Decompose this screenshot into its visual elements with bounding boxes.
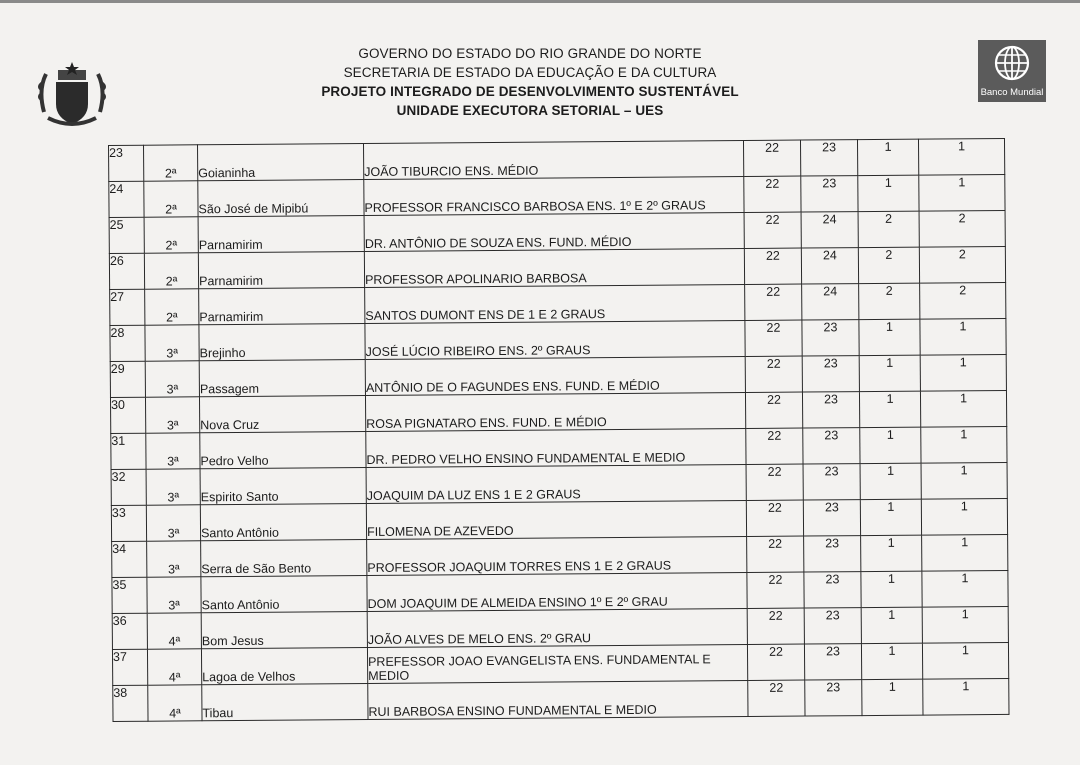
value-2: 23 [804,572,861,608]
value-4: 2 [919,210,1005,247]
school-name: ROSA PIGNATARO ENS. FUND. E MÉDIO [365,393,745,432]
row-number: 38 [113,685,148,721]
header-secretariat: SECRETARIA DE ESTADO DA EDUCAÇÃO E DA CULTURA [343,65,717,80]
regional: 4ª [147,649,201,685]
row-number: 28 [110,325,145,361]
value-3: 1 [859,355,920,391]
municipality: Parnamirim [198,251,364,288]
school-name: PROFESSOR APOLINARIO BARBOSA [364,249,744,288]
value-4: 1 [919,174,1005,211]
value-2: 23 [803,428,860,464]
municipality: Santo Antônio [200,503,366,540]
school-name: JOSÉ LÚCIO RIBEIRO ENS. 2º GRAUS [365,321,745,360]
row-number: 37 [112,649,147,685]
regional: 2ª [144,253,198,289]
value-2: 23 [804,608,861,644]
value-2: 23 [802,320,859,356]
value-2: 23 [802,392,859,428]
school-name: DOM JOAQUIM DE ALMEIDA ENSINO 1º E 2º GRAU [367,572,747,611]
document-header [250,44,810,120]
value-3: 1 [861,571,922,607]
value-3: 1 [860,499,921,535]
regional: 4ª [147,613,201,649]
row-number: 26 [109,253,144,289]
regional: 3ª [147,577,201,613]
regional: 3ª [146,433,200,469]
value-3: 2 [858,211,919,247]
regional: 3ª [146,505,200,541]
value-3: 1 [859,391,920,427]
value-3: 1 [860,463,921,499]
value-1: 22 [746,464,803,500]
value-2: 23 [804,644,861,680]
value-1: 22 [747,572,804,608]
school-name: DR. ANTÔNIO DE SOUZA ENS. FUND. MÉDIO [364,213,744,252]
value-4: 1 [920,354,1006,391]
value-3: 1 [862,679,923,715]
value-3: 1 [861,643,922,679]
value-1: 22 [745,392,802,428]
value-4: 1 [920,318,1006,355]
value-1: 22 [747,644,804,680]
row-number: 27 [110,289,145,325]
school-name: JOÃO ALVES DE MELO ENS. 2º GRAU [367,608,747,647]
value-1: 22 [744,212,801,248]
state-coat-of-arms-icon [36,60,108,128]
value-1: 22 [745,284,802,320]
municipality: Brejinho [199,323,365,360]
schools-table [108,138,1010,722]
value-4: 1 [921,426,1007,463]
value-3: 1 [858,175,919,211]
table-row [113,678,1009,721]
value-1: 22 [747,536,804,572]
value-4: 1 [922,606,1008,643]
regional: 2ª [144,145,198,181]
value-3: 2 [859,283,920,319]
school-name: FILOMENA DE AZEVEDO [366,500,746,539]
regional: 2ª [144,217,198,253]
value-2: 23 [803,464,860,500]
municipality: Lagoa de Velhos [201,647,367,684]
value-2: 24 [801,212,858,248]
municipality: Passagem [199,359,365,396]
value-3: 1 [861,535,922,571]
municipality: Parnamirim [198,215,364,252]
value-3: 1 [859,319,920,355]
municipality: Espirito Santo [200,467,366,504]
header-unit: UNIDADE EXECUTORA SETORIAL – UES [396,103,664,118]
row-number: 25 [109,217,144,253]
value-3: 1 [860,427,921,463]
school-name: DR. PEDRO VELHO ENSINO FUNDAMENTAL E MEDIO [366,428,746,467]
value-4: 1 [921,462,1007,499]
school-name: PROFESSOR FRANCISCO BARBOSA ENS. 1º E 2º GRAUS [364,177,744,216]
row-number: 36 [112,613,147,649]
value-2: 23 [803,500,860,536]
regional: 3ª [147,541,201,577]
bank-label: Banco Mundial [980,87,1044,98]
value-3: 1 [861,607,922,643]
value-1: 22 [746,428,803,464]
value-4: 1 [920,390,1006,427]
value-4: 1 [923,678,1009,715]
row-number: 34 [112,541,147,577]
value-4: 1 [921,498,1007,535]
value-4: 2 [919,246,1005,283]
school-name: ANTÔNIO DE O FAGUNDES ENS. FUND. E MÉDIO [365,357,745,396]
regional: 3ª [145,325,199,361]
value-4: 1 [922,570,1008,607]
municipality: Nova Cruz [199,395,365,432]
school-name: SANTOS DUMONT ENS DE 1 E 2 GRAUS [365,285,745,324]
globe-icon [993,44,1031,82]
row-number: 31 [111,433,146,469]
regional: 2ª [145,289,199,325]
value-1: 22 [743,140,800,176]
header-project: PROJETO INTEGRADO DE DESENVOLVIMENTO SUSTENTÁVEL [321,84,739,99]
regional: 3ª [145,397,199,433]
value-1: 22 [747,608,804,644]
value-2: 24 [801,248,858,284]
value-2: 24 [802,284,859,320]
value-4: 1 [922,534,1008,571]
value-1: 22 [744,248,801,284]
value-1: 22 [745,320,802,356]
value-2: 23 [800,140,857,176]
value-4: 1 [922,642,1008,679]
municipality: São José de Mipibú [198,179,364,216]
value-3: 1 [857,139,918,175]
row-number: 33 [111,505,146,541]
value-4: 1 [918,138,1004,175]
school-name: JOAQUIM DA LUZ ENS 1 E 2 GRAUS [366,464,746,503]
value-1: 22 [744,176,801,212]
school-name: RUI BARBOSA ENSINO FUNDAMENTAL E MEDIO [368,680,748,719]
value-4: 2 [920,282,1006,319]
school-name: PREFESSOR JOAO EVANGELISTA ENS. FUNDAMENTAL E MEDIO [367,644,747,683]
municipality: Serra de São Bento [201,539,367,576]
row-number: 32 [111,469,146,505]
regional: 3ª [145,361,199,397]
municipality: Parnamirim [199,287,365,324]
value-2: 23 [805,680,862,716]
value-2: 23 [801,176,858,212]
row-number: 35 [112,577,147,613]
value-1: 22 [746,500,803,536]
value-3: 2 [858,247,919,283]
regional: 3ª [146,469,200,505]
row-number: 29 [110,361,145,397]
value-1: 22 [748,680,805,716]
municipality: Santo Antônio [201,575,367,612]
municipality: Goianinha [198,143,364,180]
municipality: Pedro Velho [200,431,366,468]
regional: 2ª [144,181,198,217]
scan-top-edge [0,0,1080,3]
regional: 4ª [148,685,202,721]
value-2: 23 [804,536,861,572]
school-name: PROFESSOR JOAQUIM TORRES ENS 1 E 2 GRAUS [367,536,747,575]
municipality: Bom Jesus [201,611,367,648]
row-number: 23 [109,145,144,181]
world-bank-logo [978,40,1046,102]
school-name: JOÃO TIBURCIO ENS. MÉDIO [363,141,743,180]
row-number: 30 [110,397,145,433]
municipality: Tibau [202,683,368,720]
header-government: GOVERNO DO ESTADO DO RIO GRANDE DO NORTE [358,46,702,61]
value-1: 22 [745,356,802,392]
value-2: 23 [802,356,859,392]
row-number: 24 [109,181,144,217]
